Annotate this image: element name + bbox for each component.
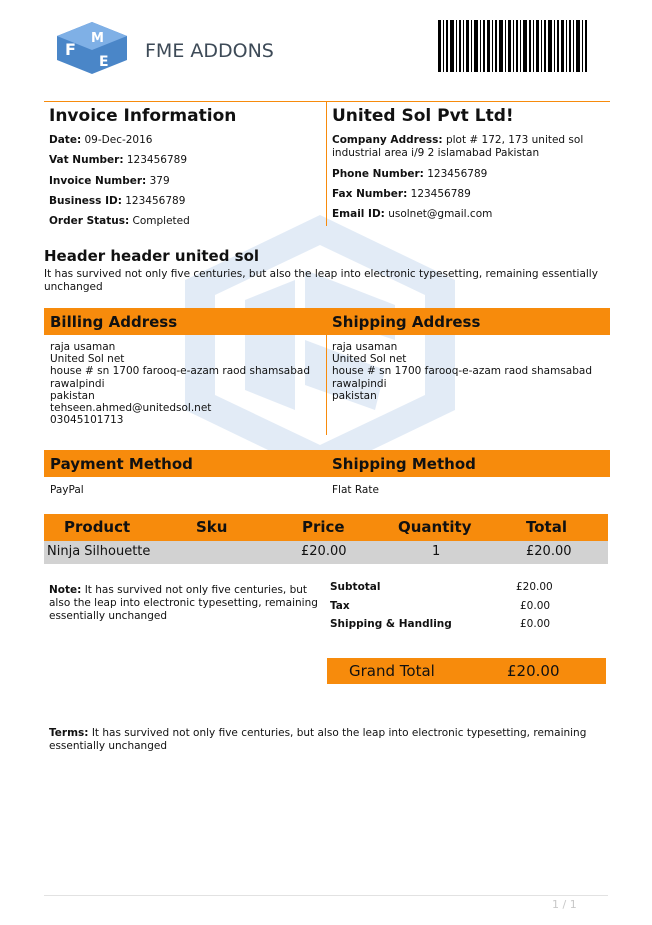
svg-text:F: F (65, 40, 76, 59)
page-number: 1 / 1 (552, 898, 577, 911)
company-phone: Phone Number: 123456789 (332, 168, 488, 180)
header-title: Header header united sol (44, 247, 260, 265)
header-divider (326, 101, 327, 226)
billing-address: raja usaman United Sol net house # sn 1700 farooq-e-azam raod shamsabad rawalpindi pakistan tehseen.ahmed@unitedsol.net 03045101713 (50, 341, 311, 427)
invoice-number: Invoice Number: 379 (49, 175, 170, 187)
grand-total-value: £20.00 (507, 662, 560, 680)
grand-total-bar (327, 658, 606, 684)
shipping-method-title: Shipping Method (332, 455, 476, 473)
col-total: Total (526, 518, 567, 536)
cell-product: Ninja Silhouette (47, 544, 151, 559)
tax-label: Tax (330, 600, 350, 612)
cell-total: £20.00 (526, 544, 572, 559)
address-divider (326, 335, 327, 435)
payment-method-title: Payment Method (50, 455, 193, 473)
tax-value: £0.00 (520, 600, 551, 612)
cell-price: £20.00 (301, 544, 347, 559)
shipping-handling-label: Shipping & Handling (330, 618, 452, 630)
shipping-method-value: Flat Rate (332, 484, 379, 496)
col-sku: Sku (196, 518, 228, 536)
company-email: Email ID: usolnet@gmail.com (332, 208, 493, 220)
company-title: United Sol Pvt Ltd! (332, 106, 514, 126)
order-status: Order Status: Completed (49, 215, 190, 227)
header-text-line2: unchanged (44, 281, 103, 293)
payment-method-value: PayPal (50, 484, 84, 496)
col-product: Product (64, 518, 131, 536)
svg-text:E: E (99, 54, 109, 70)
company-fax: Fax Number: 123456789 (332, 188, 471, 200)
header-text-line1: It has survived not only five centuries, but also the leap into electronic typesetting, remaining essentially (44, 268, 598, 280)
vat-number: Vat Number: 123456789 (49, 154, 187, 166)
fme-logo-icon (55, 20, 129, 76)
invoice-info-title: Invoice Information (49, 106, 237, 126)
terms: Terms: It has survived not only five centuries, but also the leap into electronic typesetting, remaining essentially unchanged (49, 727, 587, 752)
col-price: Price (302, 518, 345, 536)
grand-total-label: Grand Total (349, 662, 435, 680)
billing-title: Billing Address (50, 313, 178, 331)
cell-quantity: 1 (432, 544, 441, 559)
top-rule (44, 101, 610, 102)
barcode-icon (438, 20, 587, 72)
footer-rule (44, 895, 608, 896)
shipping-title: Shipping Address (332, 313, 481, 331)
col-quantity: Quantity (398, 518, 472, 536)
subtotal-label: Subtotal (330, 581, 381, 593)
invoice-date: Date: 09-Dec-2016 (49, 134, 153, 146)
svg-text:M: M (91, 31, 104, 46)
table-row (44, 541, 608, 564)
subtotal-value: £20.00 (516, 581, 553, 593)
company-address: Company Address: plot # 172, 173 united sol (332, 134, 584, 146)
logo-text: FME ADDONS (145, 40, 274, 62)
business-id: Business ID: 123456789 (49, 195, 186, 207)
company-address-line2: industrial area i/9 2 islamabad Pakistan (332, 147, 540, 159)
shipping-address: raja usaman United Sol net house # sn 1700 farooq-e-azam raod shamsabad rawalpindi pakistan (332, 341, 593, 402)
note: Note: It has survived not only five centuries, but also the leap into electronic typesetting, remaining essentially unchanged (49, 584, 318, 622)
table-header (44, 514, 608, 541)
shipping-handling-value: £0.00 (520, 618, 551, 630)
